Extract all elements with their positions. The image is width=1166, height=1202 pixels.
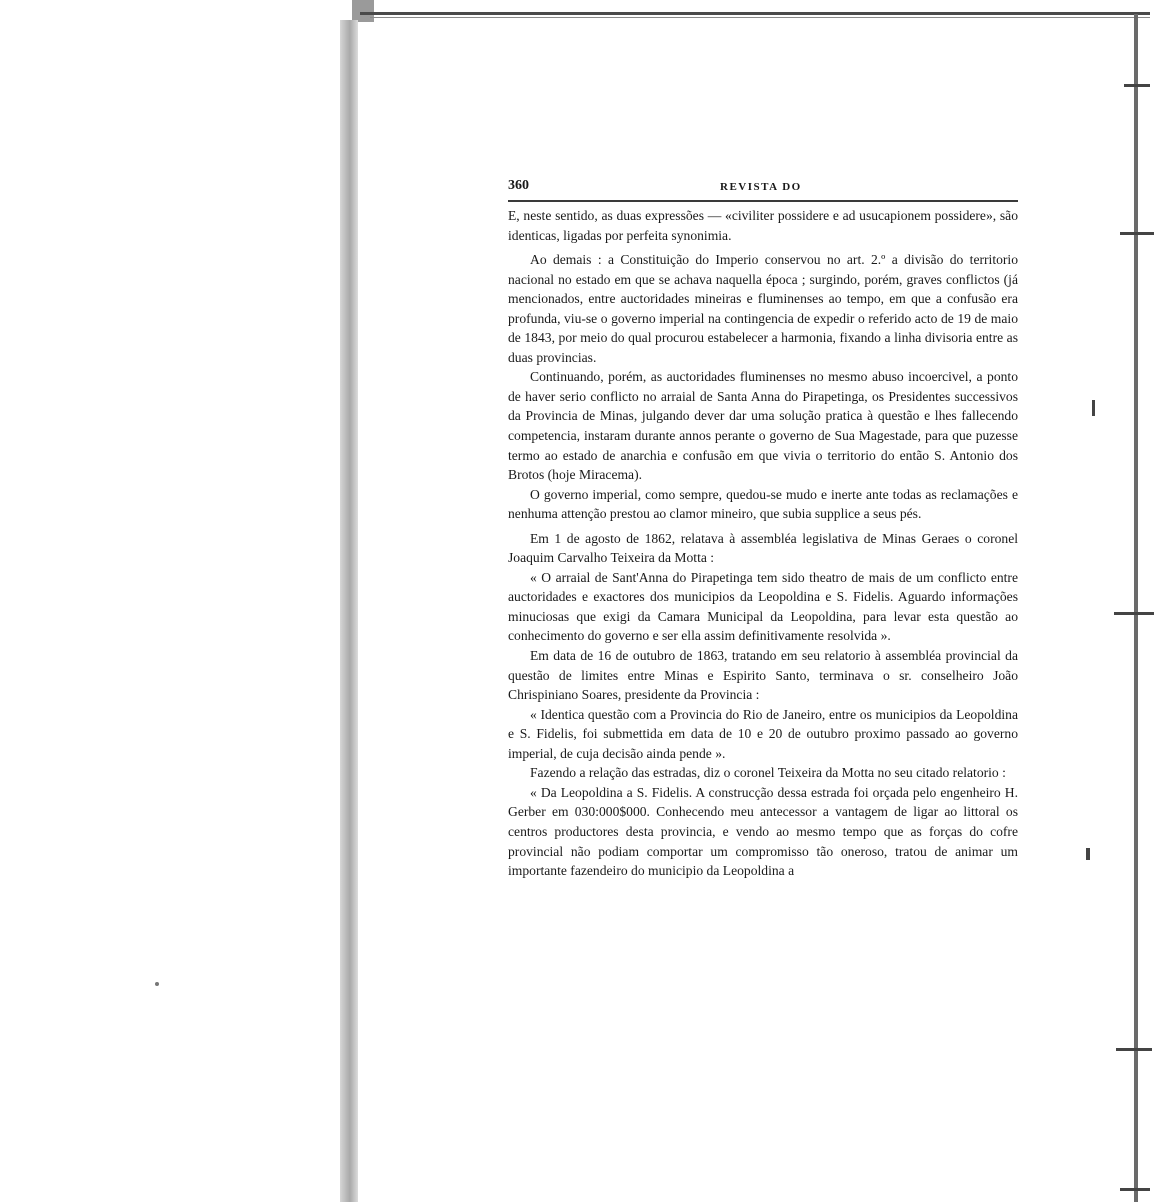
paragraph: Ao demais : a Constituição do Imperio conservou no art. 2.º a divisão do territorio nacional no estado em que se achava naquella época ; surgindo, porém, graves conflictos (já mencionados, entre auctoridades mineiras e fluminenses ao tempo, em que a confusão era profunda, viu-se o governo imperial na contingencia de expedir o referido acto de 19 de maio de 1843, por meio do qual procurou estabelecer a harmonia, fixando a linha divisoria entre as duas provincias. (508, 252, 1018, 365)
quotation: « Identica questão com a Provincia do Rio de Janeiro, entre os municipios da Leopoldina e S. Fidelis, foi submettida em data de 10 e 20 de outubro proximo passado ao governo imperial, de cuja decisão ainda pende ». (508, 706, 1018, 761)
header-rule (508, 200, 1018, 202)
page-right-edge (1134, 14, 1138, 1202)
paragraph: Fazendo a relação das estradas, diz o coronel Teixeira da Motta no seu citado relatorio : (530, 765, 1006, 781)
spine-cap (352, 0, 374, 22)
binding-mark (1086, 848, 1090, 860)
scan-speck (155, 982, 159, 986)
book-spine-shadow (340, 20, 358, 1202)
paragraph: Continuando, porém, as auctoridades fluminenses no mesmo abuso incoercivel, a ponto de haver serio conflicto no arraial de Santa Anna do Pirapetinga, os Presidentes successivos da Provincia de Minas, julgando dever dar uma solução pratica à questão e lhes fallecendo competencia, instaram durante annos perante o governo de Sua Magestade, para que puzesse termo ao estado de anarchia e confusão em que vivia o territorio do então S. Antonio dos Brotos (hoje Miracema). (508, 369, 1018, 483)
running-head: REVISTA DO (720, 181, 802, 193)
paragraph: Em data de 16 de outubro de 1863, tratando em seu relatorio à assembléa provincial da questão de limites entre Minas e Espirito Santo, terminava o sr. conselheiro João Chrispiniano Soares, presidente da Provincia : (508, 648, 1018, 703)
binding-mark (1120, 232, 1154, 235)
paragraph: E, neste sentido, as duas expressões — «civiliter possidere e ad usucapionem possidere», são identicas, ligadas por perfeita synonimia. (508, 208, 1018, 243)
page-number: 360 (508, 178, 529, 193)
body-text (508, 206, 1018, 881)
page-header (508, 176, 1018, 196)
binding-mark (1116, 1048, 1152, 1051)
page-content (508, 176, 1018, 881)
quotation: « Da Leopoldina a S. Fidelis. A construcção dessa estrada foi orçada pelo engenheiro H. Gerber em 030:000$000. Conhecendo meu antecessor a vantagem de ligar ao littoral os centros productores desta provincia, e vendo ao mesmo tempo que as forças do cofre provincial não podiam comportar um compromisso tão oneroso, tratou de animar um importante fazendeiro do municipio da Leopoldina a (508, 784, 1018, 879)
paragraph: Em 1 de agosto de 1862, relatava à assembléa legislativa de Minas Geraes o coronel Joaquim Carvalho Teixeira da Motta : (508, 530, 1018, 566)
binding-mark (1114, 612, 1154, 615)
paragraph: O governo imperial, como sempre, quedou-se mudo e inerte ante todas as reclamações e nenhuma attenção prestou ao clamor mineiro, que subia supplice a seus pés. (508, 486, 1018, 522)
page-top-edge-inner (370, 17, 1150, 18)
binding-mark (1120, 1188, 1150, 1191)
binding-mark (1124, 84, 1150, 87)
binding-mark (1092, 400, 1095, 416)
quotation: « O arraial de Sant'Anna do Pirapetinga tem sido theatro de mais de um conflicto entre auctoridades e exactores dos municipios da Leopoldina e S. Fidelis. Aguardo informações minuciosas que exigi da Camara Municipal da Leopoldina, para levar esta questão ao conhecimento do governo e ser ella assim definitivamente resolvida ». (508, 569, 1018, 644)
page-top-edge (360, 12, 1150, 15)
